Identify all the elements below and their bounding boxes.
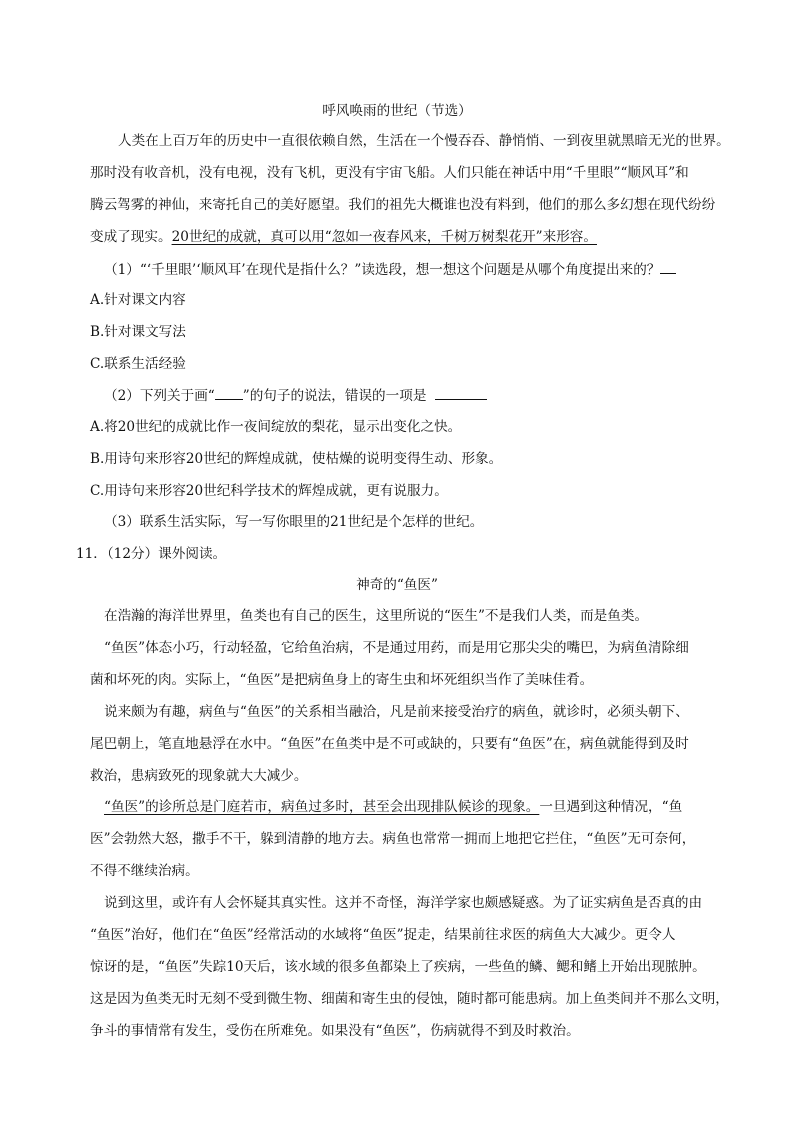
paragraph-line: 这是因为鱼类无时无刻不受到微生物、细菌和寄生虫的侵蚀，随时都可能患病。加上鱼类间并不那么文明， <box>90 991 729 1007</box>
question-2-text: （2）下列关于画“ <box>104 388 215 404</box>
passage-line <box>90 227 597 247</box>
paragraph-line: 说到这里，或许有人会怀疑其真实性。这并不奇怪，海洋学家也颇感疑惑。为了证实病鱼是否真的由 <box>104 895 703 911</box>
reading-title: 神奇的“鱼医” <box>356 577 438 593</box>
paragraph-line: “鱼医”体态小巧，行动轻盈，它给鱼治病，不是通过用药，而是用它那尖尖的嘴巴，为病鱼清除细 <box>104 640 689 656</box>
paragraph-line: 在浩瀚的海洋世界里，鱼类也有自己的医生，这里所说的“医生”不是我们人类，而是鱼类。 <box>104 608 649 624</box>
option-b: B.用诗句来形容20世纪的辉煌成就，使枯燥的说明变得生动、形象。 <box>90 451 503 467</box>
question-2-text: ”的句子的说法，错误的一项是 <box>242 388 427 404</box>
paragraph-line: 惊讶的是，“鱼医”失踪10天后，该水域的很多鱼都染上了疾病，一些鱼的鳞、鳃和鳍上开始出现脓肿。 <box>90 959 706 975</box>
option-c: C.用诗句来形容20世纪科学技术的辉煌成就，更有说服力。 <box>90 483 448 499</box>
passage-line: 腾云驾雾的神仙，来寄托自己的美好愿望。我们的祖先大概谁也没有料到，他们的那么多幻想在现代纷纷 <box>90 197 716 213</box>
passage-line-text: 变成了现实。 <box>90 229 172 245</box>
paragraph-line: 尾巴朝上，笔直地悬浮在水中。“鱼医”在鱼类中是不可或缺的，只要有“鱼医”在，病鱼就能得到及时 <box>90 736 689 752</box>
underlined-sentence: 20世纪的成就，真可以用“忽如一夜春风来，千树万树梨花开”来形容。 <box>171 229 597 245</box>
paragraph-line: 说来颇为有趣，病鱼与“鱼医”的关系相当融洽，凡是前来接受治疗的病鱼，就诊时，必须头朝下、 <box>104 704 689 720</box>
paragraph-line: 医”会勃然大怒，撒手不干，躲到清静的地方去。病鱼也常常一拥而上地把它拦住，“鱼医”无可奈何， <box>90 831 696 847</box>
paragraph-line: 救治，患病致死的现象就大大减少。 <box>90 768 308 784</box>
answer-blank[interactable] <box>660 259 676 274</box>
question-2 <box>104 385 487 406</box>
paragraph-line <box>104 797 682 817</box>
paragraph-text: 一旦遇到这种情况，“鱼 <box>539 799 683 815</box>
answer-blank[interactable] <box>435 385 487 400</box>
passage-title: 呼风唤雨的世纪（节选） <box>322 103 472 119</box>
option-b: B.针对课文写法 <box>90 324 186 340</box>
paragraph-line: 争斗的事情常有发生，受伤在所难免。如果没有“鱼医”，伤病就得不到及时救治。 <box>90 1023 580 1039</box>
option-c: C.联系生活经验 <box>90 356 186 372</box>
paragraph-line: “鱼医”治好，他们在“鱼医”经常活动的水域将“鱼医”捉走，结果前往求医的病鱼大大减少。更令人 <box>90 927 676 943</box>
option-a: A.将20世纪的成就比作一夜间绽放的梨花，显示出变化之快。 <box>90 419 462 435</box>
question-1 <box>104 259 676 280</box>
paragraph-line: 菌和坏死的肉。实际上，“鱼医”是把病鱼身上的寄生虫和坏死组织当作了美味佳肴。 <box>90 672 594 688</box>
question-1-text: （1）“‘千里眼’‘顺风耳’在现代是指什么？”读选段，想一想这个问题是从哪个角度提出来的？ <box>104 262 661 278</box>
question-11-header: 11．（12分）课外阅读。 <box>76 546 227 562</box>
paragraph-line: 不得不继续治病。 <box>90 863 199 879</box>
underline-mark <box>215 385 243 400</box>
option-a: A.针对课文内容 <box>90 292 186 308</box>
underlined-sentence: “鱼医”的诊所总是门庭若市，病鱼过多时，甚至会出现排队候诊的现象。 <box>104 799 540 815</box>
passage-line: 那时没有收音机，没有电视，没有飞机，更没有宇宙飞船。人们只能在神话中用“千里眼”“顺风耳”和 <box>90 165 689 181</box>
passage-line: 人类在上百万年的历史中一直很依赖自然，生活在一个慢吞吞、静悄悄、一到夜里就黑暗无光的世界。 <box>118 133 730 149</box>
question-3: （3）联系生活实际，写一写你眼里的21世纪是个怎样的世纪。 <box>104 514 484 530</box>
